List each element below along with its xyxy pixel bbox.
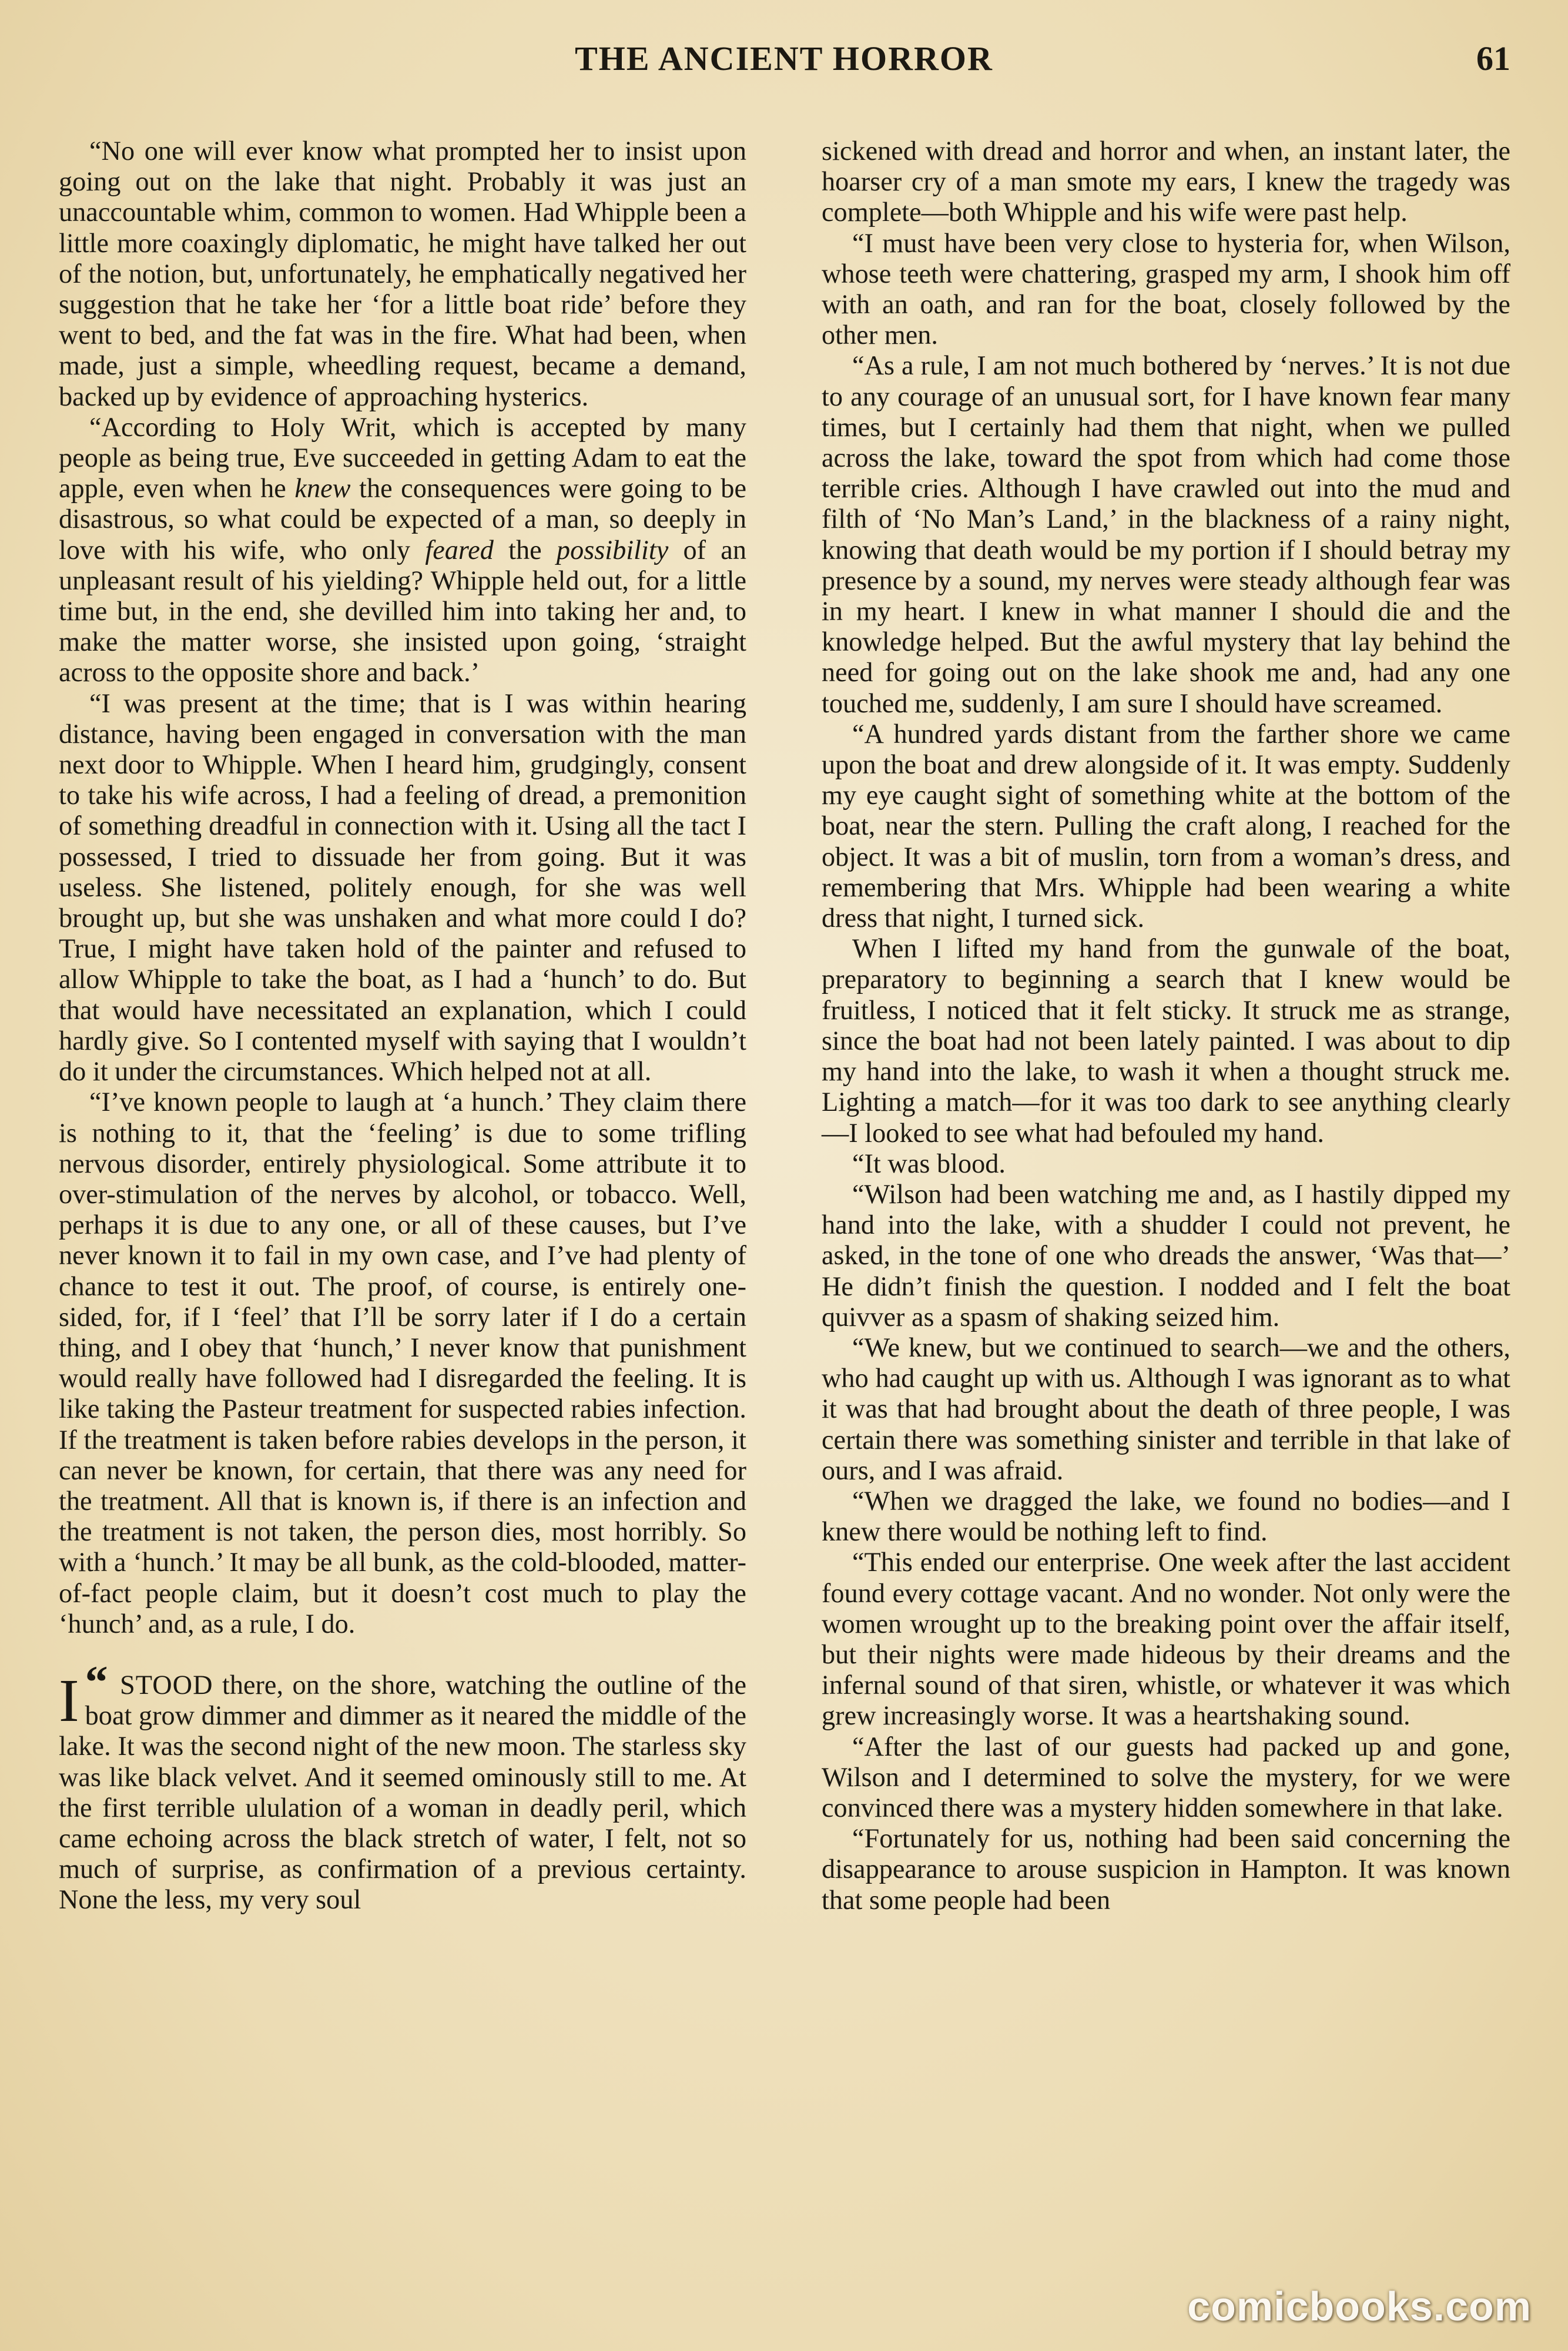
running-head — [0, 39, 1568, 86]
left-column — [59, 136, 746, 1916]
paragraph: “After the last of our guests had packed up and gone, Wilson and I determined to solve the mystery, for we were convinced there was a mystery hidden somewhere in that lake. — [822, 1732, 1510, 1823]
text-run: of an unpleasant result of his yielding? Whipple held out, for a little time but, in the end, she devilled him into taking her and, to make the matter worse, she insisted upon going, ‘straight across to the opposite shore and back.’ — [59, 535, 746, 688]
paragraph: “I must have been very close to hysteria for, when Wilson, whose teeth were chattering, grasped my arm, I shook him off with an oath, and ran for the boat, closely followed by the other men. — [822, 228, 1510, 351]
paragraph: When I lifted my hand from the gunwale of the boat, preparatory to beginning a search that I knew would be fruitless, I noticed that it felt sticky. It struck me as strange, since the boat had not been lately painted. I was about to dip my hand into the lake, to wash it when a thought struck me. Lighting a match—for it was too dark to see anything clearly—I looked to see what had befouled my hand. — [822, 934, 1510, 1148]
paragraph: “We knew, but we continued to search—we and the others, who had caught up with us. Although I was ignorant as to what it was that had brought about the death of three people, I was certain there was something sinister and terrible in that lake of ours, and I was afraid. — [822, 1332, 1510, 1486]
paragraph: “A hundred yards distant from the farther shore we came upon the boat and drew alongside of it. It was empty. Suddenly my eye caught sight of something white at the bottom of the boat, near the stern. Pulling the craft along, I reached for the object. It was a bit of muslin, torn from a woman’s dress, and remembering that Mrs. Whipple had been wearing a white dress that night, I turned sick. — [822, 719, 1510, 934]
page-number: 61 — [1476, 39, 1510, 78]
paragraph: “I’ve known people to laugh at ‘a hunch.’ They claim there is nothing to it, that the ‘feeling’ is due to some trifling nervous disorder, entirely physiological. Some attribute it to over-stimulation of the nerves by alcohol, or tobacco. Well, perhaps it is due to any one, or all of these causes, but I’ve never known it to fail in my own case, and I’ve had plenty of chance to test it out. The proof, of course, is entirely one-sided, for, if I ‘feel’ that I’ll be sorry later if I do a certain thing, and I obey that ‘hunch,’ I never know that punishment would really have followed had I disregarded the feeling. It is like taking the Pasteur treatment for suspected rabies infection. If the treatment is taken before rabies develops in the person, it can never be known, for certain, that there was any need for the treatment. All that is known is, if there is an infection and the treatment is not taken, the person dies, most horribly. So with a ‘hunch.’ It may be all bunk, as the cold-blooded, matter-of-fact people claim, but it doesn’t cost much to play the ‘hunch’ and, as a rule, I do. — [59, 1087, 746, 1639]
running-title: THE ANCIENT HORROR — [575, 39, 993, 78]
italic-text: feared — [425, 535, 494, 565]
text-run: “According to Holy Writ, which is accepted by many people as being true, Eve succeeded in getting Adam to eat the apple, even when he — [59, 412, 746, 504]
paragraph: “Fortunately for us, nothing had been said concerning the disappearance to arouse suspicion in Hampton. It was known that some people had been — [822, 1824, 1510, 1915]
paragraph: “I was present at the time; that is I was within hearing distance, having been engaged in conversation with the man next door to Whipple. When I heard him, grudgingly, consent to take his wife across, I had a feeling of dread, a premonition of something dreadful in connection with it. Using all the tact I possessed, I tried to dissuade her from going. But it was useless. She listened, politely enough, for she was well brought up, but she was unshaken and what more could I do? True, I might have taken hold of the painter and refused to allow Whipple to take the boat, as I had a ‘hunch’ to do. But that would have necessitated an explanation, which I could hardly give. So I contented myself with saying that I wouldn’t do it under the circumstances. Which helped not at all. — [59, 688, 746, 1087]
italic-text: knew — [294, 474, 351, 504]
paragraph: “This ended our enterprise. One week after the last accident found every cottage vacant. And no wonder. Not only were the women wrought up to the breaking point over the affair itself, but their nights were made hideous by their dreams and the infernal sound of that siren, whistle, or whatever it was which grew increasingly worse. It was a heartshaking sound. — [822, 1548, 1510, 1732]
paragraph: “As a rule, I am not much bothered by ‘nerves.’ It is not due to any courage of an unusual sort, for I have known fear many times, but I certainly had them that night, when we pulled across the lake, toward the spot from which had come those terrible cries. Although I have crawled out into the mud and filth of ‘No Man’s Land,’ in the blackness of a rainy night, knowing that death would be my portion if I should betray my presence by a sound, my nerves were steady although fear was in my heart. I knew in what manner I should die and the knowledge helped. But the awful mystery that lay behind the need for going out on the lake shook me and, had any one touched me, suddenly, I am sure I should have screamed. — [822, 351, 1510, 719]
paragraph: sickened with dread and horror and when, an instant later, the hoarser cry of a man smote my ears, I knew the tragedy was complete—both Whipple and his wife were past help. — [822, 136, 1510, 228]
text-run: the — [493, 535, 557, 565]
text-run: there, on the shore, watching the outline of the boat grow dimmer and dimmer as it neared the middle of the lake. It was the second night of the new moon. The starless sky was like black velvet. And it seemed ominously still to me. At the first terrible ululation of a woman in deadly peril, which came echoing across the black stretch of water, I felt, not so much of surprise, as confirmation of a previous certainty. None the less, my very soul — [59, 1670, 746, 1915]
paragraph: “It was blood. — [852, 1148, 1006, 1179]
opening-quote-mark: “ — [85, 1656, 108, 1707]
text-run: the consequences were going to be disastrous, so what could be expected of a man, so deeply in love with his wife, who only — [59, 474, 747, 565]
paragraph: “Wilson had been watching me and, as I hastily dipped my hand into the lake, with a shudder I could not prevent, he asked, in the tone of one who dreads the answer, ‘Was that—’ He didn’t finish the question. I nodded and I felt the boat quivver as a spasm of shaking seized him. — [822, 1179, 1510, 1332]
drop-cap: I — [59, 1666, 79, 1734]
paragraph: “When we dragged the lake, we found no bodies—and I knew there would be nothing left to find. — [822, 1486, 1510, 1548]
italic-text: possibility — [556, 535, 669, 565]
site-watermark: comicbooks.com — [1187, 2283, 1532, 2329]
small-caps-lead: STOOD — [110, 1670, 213, 1700]
right-column — [822, 136, 1510, 1916]
section-opening-paragraph — [59, 1656, 746, 1916]
paragraph — [59, 413, 746, 689]
paragraph: “No one will ever know what prompted her to insist upon going out on the lake that night. Probably it was just an unaccountable whim, common to women. Had Whipple been a little more coaxingly diplomatic, he might have talked her out of the notion, but, unfortunately, he emphatically negatived her suggestion that he take her ‘for a little boat ride’ before they went to bed, and the fat was in the fire. What had been, when made, just a simple, wheedling request, became a demand, backed up by evidence of approaching hysterics. — [59, 136, 746, 412]
